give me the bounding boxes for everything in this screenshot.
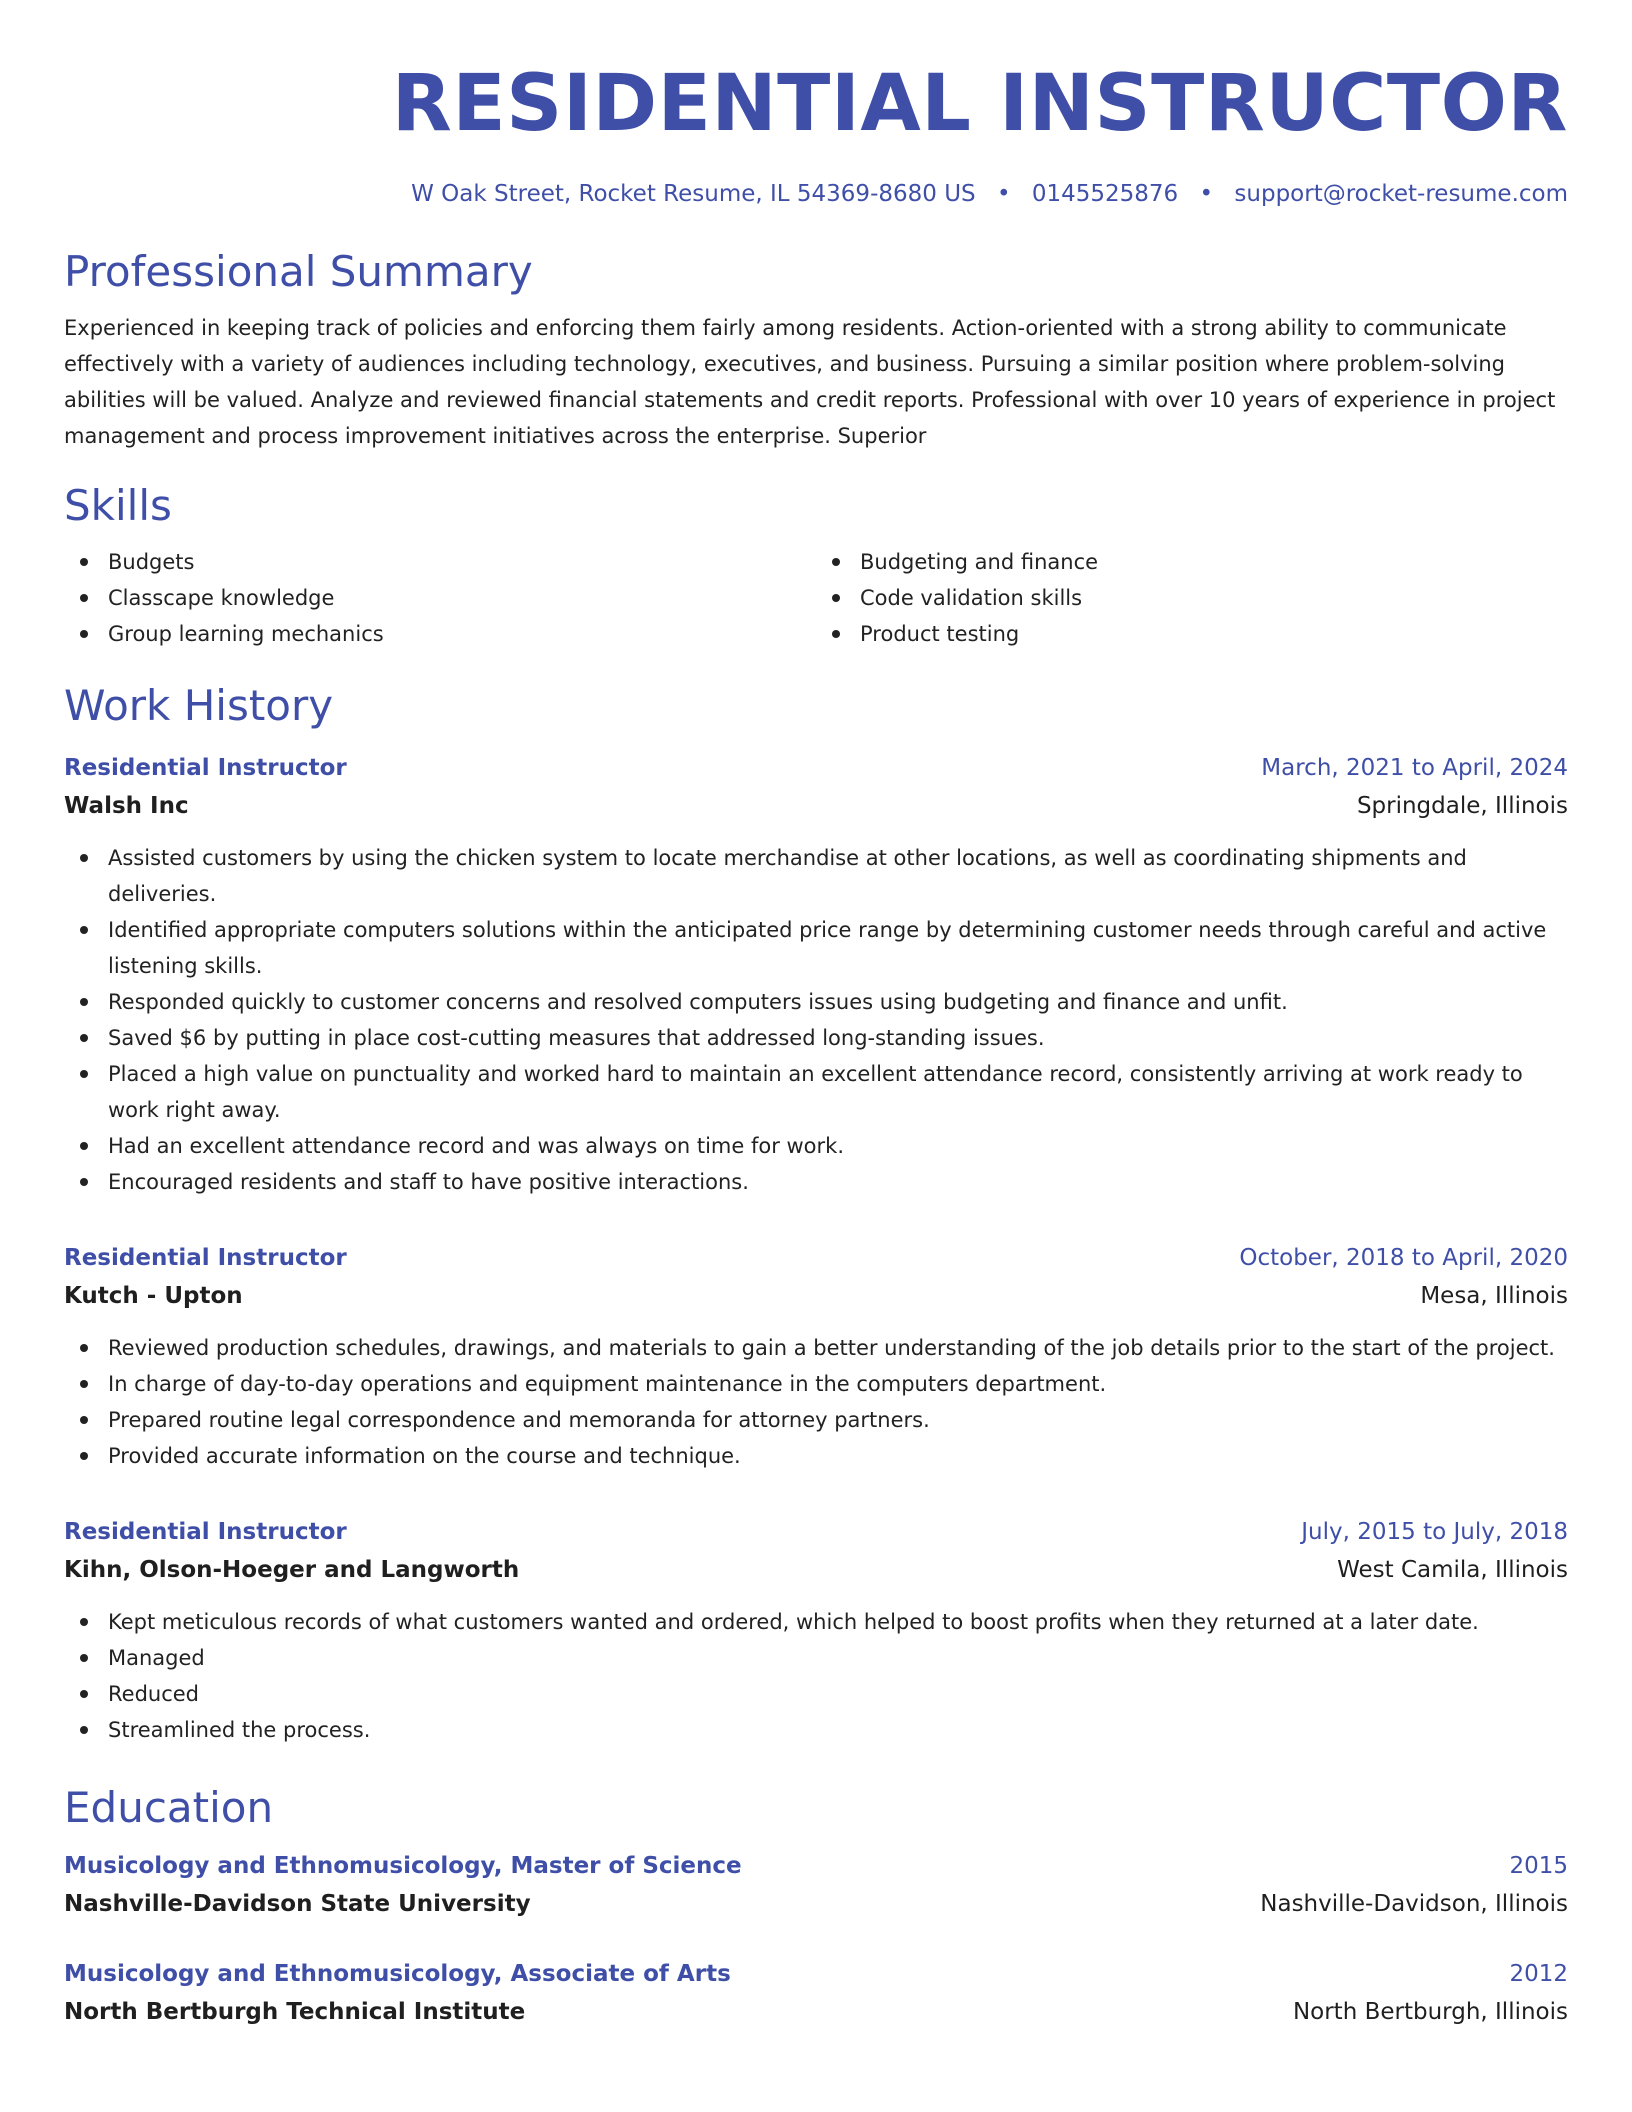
education-header-row bbox=[64, 1956, 1568, 1992]
education-school: North Bertburgh Technical Institute bbox=[64, 1999, 526, 2025]
job-bullet: In charge of day-to-day operations and equipment maintenance in the computers department. bbox=[64, 1366, 1568, 1402]
education-year: 2015 bbox=[1509, 1853, 1568, 1879]
job-role: Residential Instructor bbox=[64, 1519, 347, 1545]
skill-item: Budgeting and finance bbox=[816, 544, 1568, 580]
job-bullets bbox=[64, 1604, 1568, 1748]
work-history-heading: Work History bbox=[64, 681, 334, 730]
job-bullet: Assisted customers by using the chicken system to locate merchandise at other locations, as well as coordinating shipments and deliveries. bbox=[64, 840, 1568, 912]
job-bullet: Provided accurate information on the course and technique. bbox=[64, 1438, 1568, 1474]
contact-phone: 0145525876 bbox=[1031, 181, 1179, 207]
job-bullet: Placed a high value on punctuality and worked hard to maintain an excellent attendance record, consistently arriving at work ready to work right away. bbox=[64, 1056, 1568, 1128]
job-location: Mesa, Illinois bbox=[1420, 1283, 1568, 1309]
skill-item: Product testing bbox=[816, 616, 1568, 652]
resume-title: RESIDENTIAL INSTRUCTOR bbox=[391, 59, 1568, 149]
job-dates: March, 2021 to April, 2024 bbox=[1261, 755, 1568, 781]
job-dates: October, 2018 to April, 2020 bbox=[1239, 1245, 1568, 1271]
contact-email: support@rocket-resume.com bbox=[1234, 181, 1568, 207]
education-heading: Education bbox=[64, 1783, 274, 1832]
summary-heading: Professional Summary bbox=[64, 247, 533, 296]
job-bullet: Reduced bbox=[64, 1676, 1568, 1712]
education-school-row bbox=[64, 1992, 1568, 2032]
job-company-row bbox=[64, 1276, 1568, 1316]
contact-separator: • bbox=[996, 181, 1011, 207]
job-bullet: Reviewed production schedules, drawings, and materials to gain a better understanding of the job details prior to the start of the project. bbox=[64, 1330, 1568, 1366]
job-bullet: Prepared routine legal correspondence and memoranda for attorney partners. bbox=[64, 1402, 1568, 1438]
education-location: Nashville-Davidson, Illinois bbox=[1260, 1891, 1568, 1917]
education-location: North Bertburgh, Illinois bbox=[1292, 1999, 1568, 2025]
contact-separator: • bbox=[1199, 181, 1214, 207]
job-bullet: Streamlined the process. bbox=[64, 1712, 1568, 1748]
job-dates: July, 2015 to July, 2018 bbox=[1301, 1519, 1568, 1545]
education-school: Nashville-Davidson State University bbox=[64, 1891, 531, 1917]
job-company: Kihn, Olson-Hoeger and Langworth bbox=[64, 1557, 520, 1583]
job-entry bbox=[64, 1514, 1568, 1748]
summary-text: Experienced in keeping track of policies and enforcing them fairly among residents. Action-oriented with a strong ability to communicate effectively with a variety of audiences including technology, executives, and business. Pursuing a similar position where problem-solving abilities will be valued. Analyze and reviewed financial statements and credit reports. Professional with over 10 years of experience in project management and process improvement initiatives across the enterprise. Superior bbox=[64, 316, 1556, 448]
education-entry bbox=[64, 1956, 1568, 2032]
job-header-row bbox=[64, 1240, 1568, 1276]
education-header-row bbox=[64, 1848, 1568, 1884]
job-location: West Camila, Illinois bbox=[1337, 1557, 1568, 1583]
job-bullet: Saved $6 by putting in place cost-cutting measures that addressed long-standing issues. bbox=[64, 1020, 1568, 1056]
contact-address: W Oak Street, Rocket Resume, IL 54369-8680 US bbox=[411, 181, 976, 207]
skill-item: Group learning mechanics bbox=[64, 616, 816, 652]
job-company: Walsh Inc bbox=[64, 793, 189, 819]
education-degree: Musicology and Ethnomusicology, Master of Science bbox=[64, 1853, 742, 1879]
education-school-row bbox=[64, 1884, 1568, 1924]
education-year: 2012 bbox=[1509, 1961, 1568, 1987]
skills-list-right bbox=[816, 544, 1568, 652]
job-location: Springdale, Illinois bbox=[1356, 793, 1568, 819]
job-bullet: Responded quickly to customer concerns and resolved computers issues using budgeting and finance and unfit. bbox=[64, 984, 1568, 1020]
skill-item: Classcape knowledge bbox=[64, 580, 816, 616]
job-bullet: Had an excellent attendance record and was always on time for work. bbox=[64, 1128, 1568, 1164]
skills-list-left bbox=[64, 544, 816, 652]
skills-grid bbox=[64, 544, 1568, 652]
education-entry bbox=[64, 1848, 1568, 1924]
skills-heading: Skills bbox=[64, 481, 172, 530]
job-bullet: Encouraged residents and staff to have positive interactions. bbox=[64, 1164, 1568, 1200]
job-bullet: Managed bbox=[64, 1640, 1568, 1676]
job-bullet: Kept meticulous records of what customers wanted and ordered, which helped to boost profits when they returned at a later date. bbox=[64, 1604, 1568, 1640]
contact-line bbox=[64, 178, 1568, 210]
job-role: Residential Instructor bbox=[64, 755, 347, 781]
education-degree: Musicology and Ethnomusicology, Associate of Arts bbox=[64, 1961, 731, 1987]
job-header-row bbox=[64, 750, 1568, 786]
job-bullet: Identified appropriate computers solutions within the anticipated price range by determining customer needs through careful and active listening skills. bbox=[64, 912, 1568, 984]
job-entry bbox=[64, 1240, 1568, 1474]
job-header-row bbox=[64, 1514, 1568, 1550]
job-bullets bbox=[64, 840, 1568, 1200]
job-company-row bbox=[64, 1550, 1568, 1590]
job-company-row bbox=[64, 786, 1568, 826]
skill-item: Budgets bbox=[64, 544, 816, 580]
skill-item: Code validation skills bbox=[816, 580, 1568, 616]
job-role: Residential Instructor bbox=[64, 1245, 347, 1271]
job-company: Kutch - Upton bbox=[64, 1283, 243, 1309]
job-bullets bbox=[64, 1330, 1568, 1474]
job-entry bbox=[64, 750, 1568, 1200]
